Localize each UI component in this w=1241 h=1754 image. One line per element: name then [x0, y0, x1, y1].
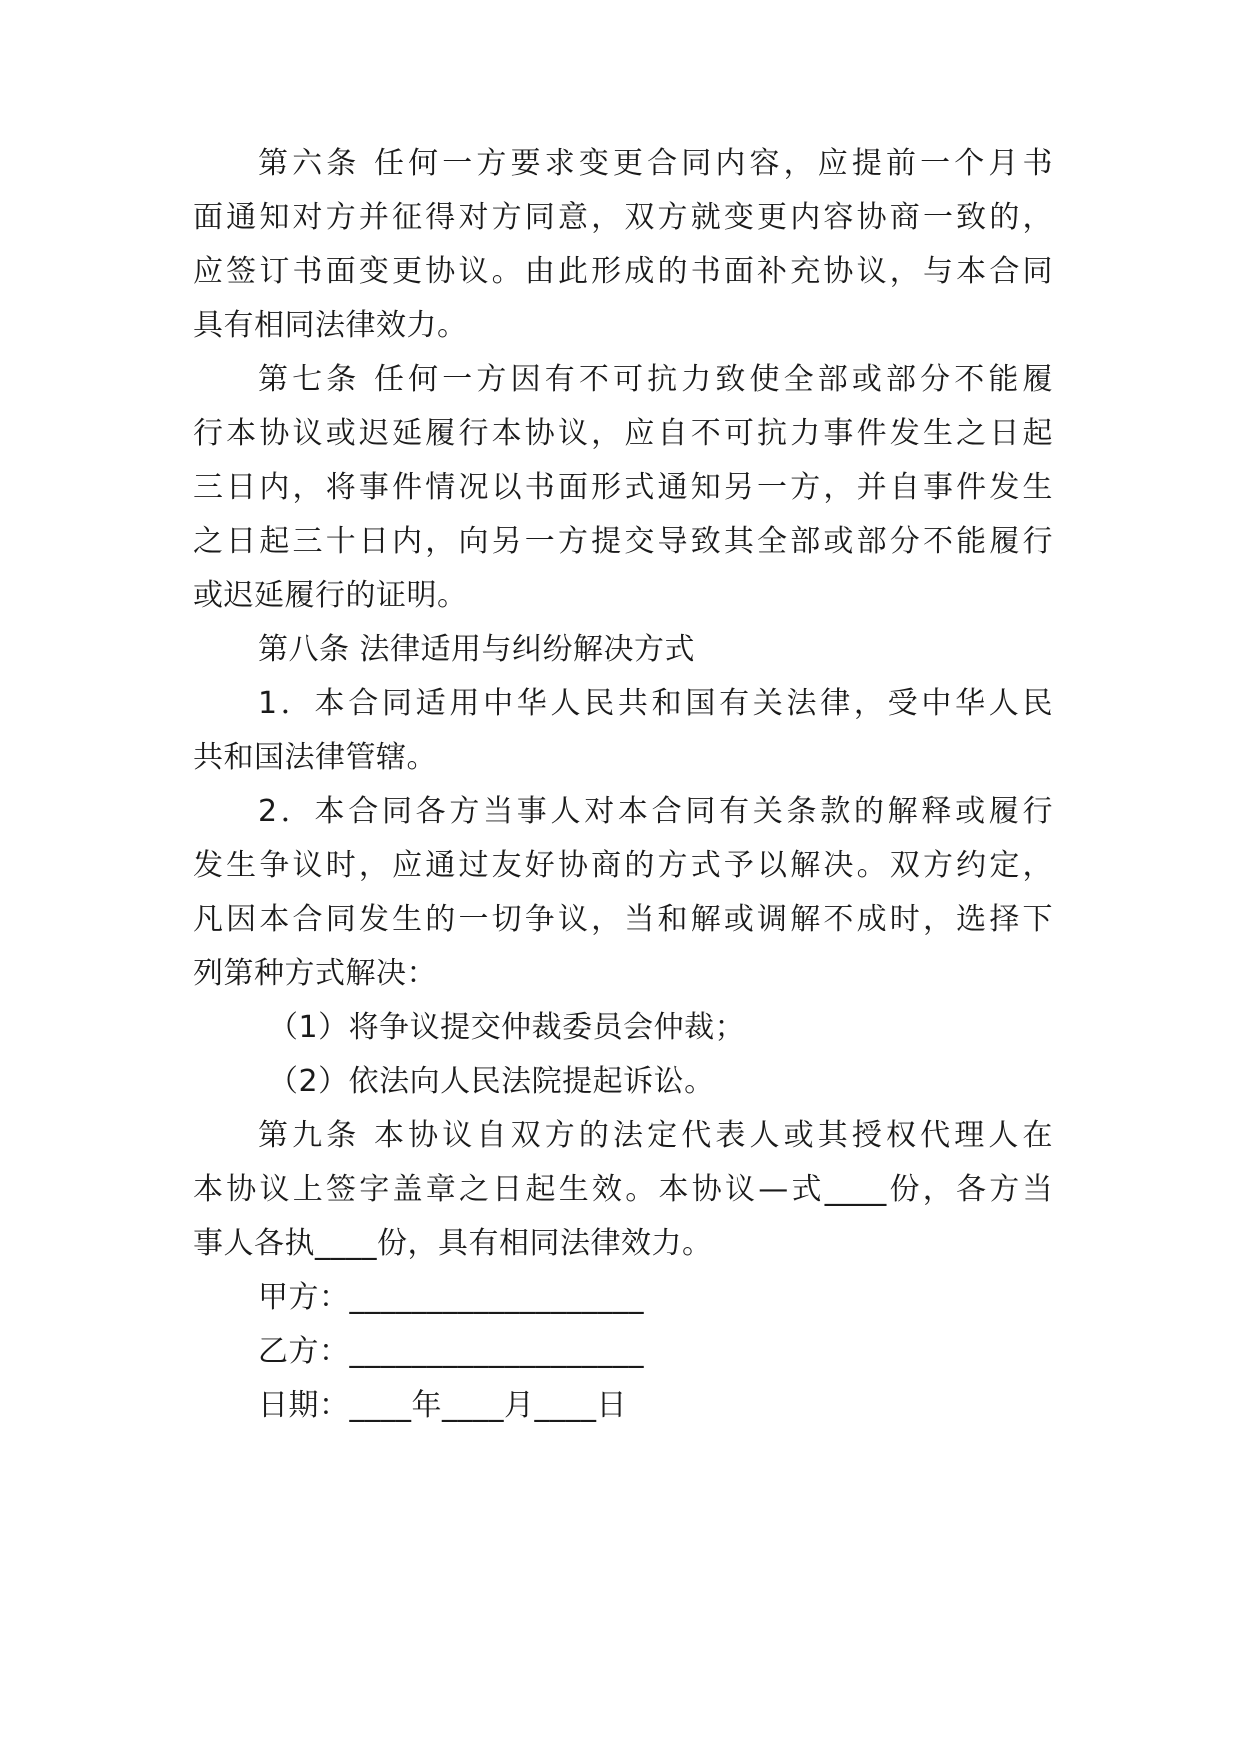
article-8-clause-2-line-1: 2．本合同各方当事人对本合同有关条款的解释或履行: [258, 794, 1053, 829]
party-a-signature-line: 甲方：___________________: [258, 1280, 644, 1315]
article-9-line-3: 事人各执____份，具有相同法律效力。: [193, 1226, 713, 1261]
article-8-option-1: （1）将争议提交仲裁委员会仲裁；: [268, 1010, 746, 1045]
article-6-line-3: 应签订书面变更协议。由此形成的书面补充协议，与本合同: [193, 254, 1053, 289]
article-7-line-3: 三日内，将事件情况以书面形式通知另一方，并自事件发生: [193, 470, 1053, 505]
article-9-line-1: 第九条 本协议自双方的法定代表人或其授权代理人在: [258, 1118, 1053, 1153]
article-8-clause-2-line-4: 列第种方式解决：: [193, 956, 437, 991]
article-7-line-2: 行本协议或迟延履行本协议，应自不可抗力事件发生之日起: [193, 416, 1053, 451]
article-7-line-5: 或迟延履行的证明。: [193, 578, 468, 613]
article-7-line-4: 之日起三十日内，向另一方提交导致其全部或部分不能履行: [193, 524, 1053, 559]
article-8-heading: 第八条 法律适用与纠纷解决方式: [258, 632, 696, 667]
article-6-line-4: 具有相同法律效力。: [193, 308, 468, 343]
article-9-line-2: 本协议上签字盖章之日起生效。本协议—式____份，各方当: [193, 1172, 1053, 1207]
article-8-clause-1-line-2: 共和国法律管辖。: [193, 740, 437, 775]
article-7-line-1: 第七条 任何一方因有不可抗力致使全部或部分不能履: [258, 362, 1053, 397]
article-6-line-1: 第六条 任何一方要求变更合同内容，应提前一个月书: [258, 146, 1053, 181]
article-8-clause-2-line-3: 凡因本合同发生的一切争议，当和解或调解不成时，选择下: [193, 902, 1053, 937]
article-8-clause-2-line-2: 发生争议时，应通过友好协商的方式予以解决。双方约定，: [193, 848, 1053, 883]
date-line: 日期：____年____月____日: [258, 1388, 627, 1423]
party-b-signature-line: 乙方：___________________: [258, 1334, 644, 1369]
article-6-line-2: 面通知对方并征得对方同意，双方就变更内容协商一致的，: [193, 200, 1053, 235]
article-8-option-2: （2）依法向人民法院提起诉讼。: [268, 1064, 715, 1099]
article-8-clause-1-line-1: 1．本合同适用中华人民共和国有关法律，受中华人民: [258, 686, 1053, 721]
